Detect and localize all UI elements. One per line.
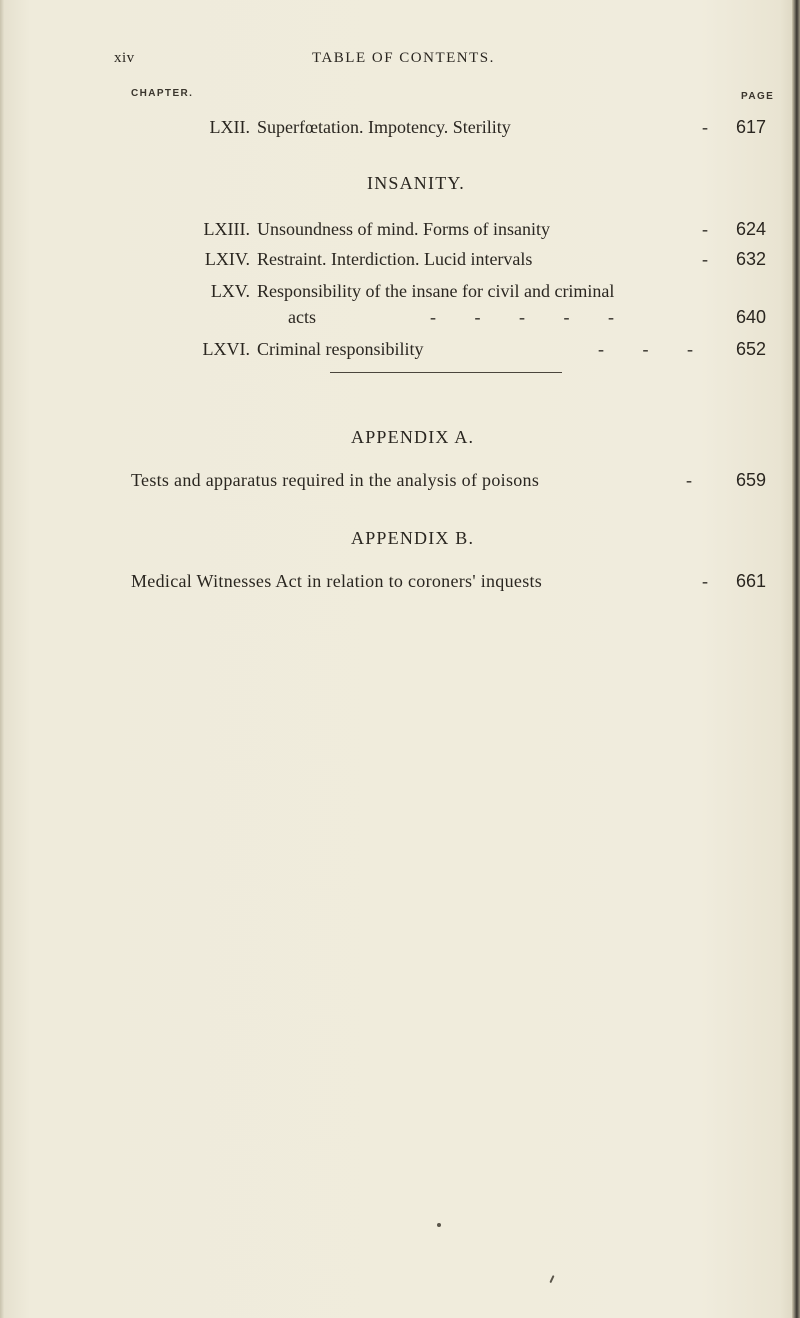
chapter-title: Responsibility of the insane for civil and criminal [257, 281, 615, 301]
page-ref: 632 [735, 249, 766, 269]
chapter-number: LXIV. [204, 249, 250, 269]
toc-entry [0, 281, 800, 305]
appendix-a-title: Tests and apparatus required in the analysis of poisons [131, 470, 540, 490]
page-ref: 624 [735, 219, 766, 239]
ink-speck [437, 1223, 441, 1227]
appendix-b-entry [131, 571, 542, 592]
chapter-number: LXVI. [202, 339, 250, 359]
appendix-a-entry [131, 470, 539, 491]
section-heading-appendix-b: APPENDIX B. [351, 528, 475, 548]
toc-entry [0, 249, 800, 273]
page-column-label: PAGE [741, 91, 775, 102]
section-divider [330, 372, 562, 373]
leader-dash: - [702, 117, 708, 137]
chapter-number: LXII. [209, 117, 250, 137]
running-title: TABLE OF CONTENTS. [312, 50, 495, 66]
leader-dash: - [702, 571, 708, 591]
toc-entry-continuation [0, 307, 800, 331]
chapter-title: Restraint. Interdiction. Lucid intervals [257, 249, 533, 269]
chapter-title-continuation: acts [288, 307, 316, 327]
chapter-column-label: CHAPTER. [131, 88, 194, 99]
leader-dash: - [686, 470, 692, 490]
appendix-b-title: Medical Witnesses Act in relation to coroners' inquests [131, 571, 543, 591]
leader-dash: - [702, 219, 708, 239]
page-right-edge [792, 0, 800, 1318]
toc-entry [0, 219, 800, 243]
chapter-title: Criminal responsibility [257, 339, 424, 359]
ink-speck [549, 1275, 554, 1283]
section-heading-insanity: INSANITY. [367, 173, 465, 193]
page-ref: 661 [735, 571, 766, 591]
toc-entry [0, 117, 800, 141]
page-left-edge [0, 0, 4, 1318]
page-ref: 659 [735, 470, 766, 490]
leader-dash: - [702, 249, 708, 269]
leader-dash: - - - [598, 339, 693, 359]
chapter-number: LXIII. [203, 219, 250, 239]
leader-dash: - - - - - [430, 307, 614, 327]
toc-entry [0, 339, 800, 363]
chapter-title: Unsoundness of mind. Forms of insanity [257, 219, 551, 239]
page-ref: 640 [735, 307, 766, 327]
page-ref: 617 [735, 117, 766, 137]
chapter-number: LXV. [210, 281, 250, 301]
page-number: xiv [114, 50, 135, 66]
section-heading-appendix-a: APPENDIX A. [351, 427, 475, 447]
chapter-title: Superfœtation. Impotency. Sterility [257, 117, 511, 137]
page-ref: 652 [735, 339, 766, 359]
